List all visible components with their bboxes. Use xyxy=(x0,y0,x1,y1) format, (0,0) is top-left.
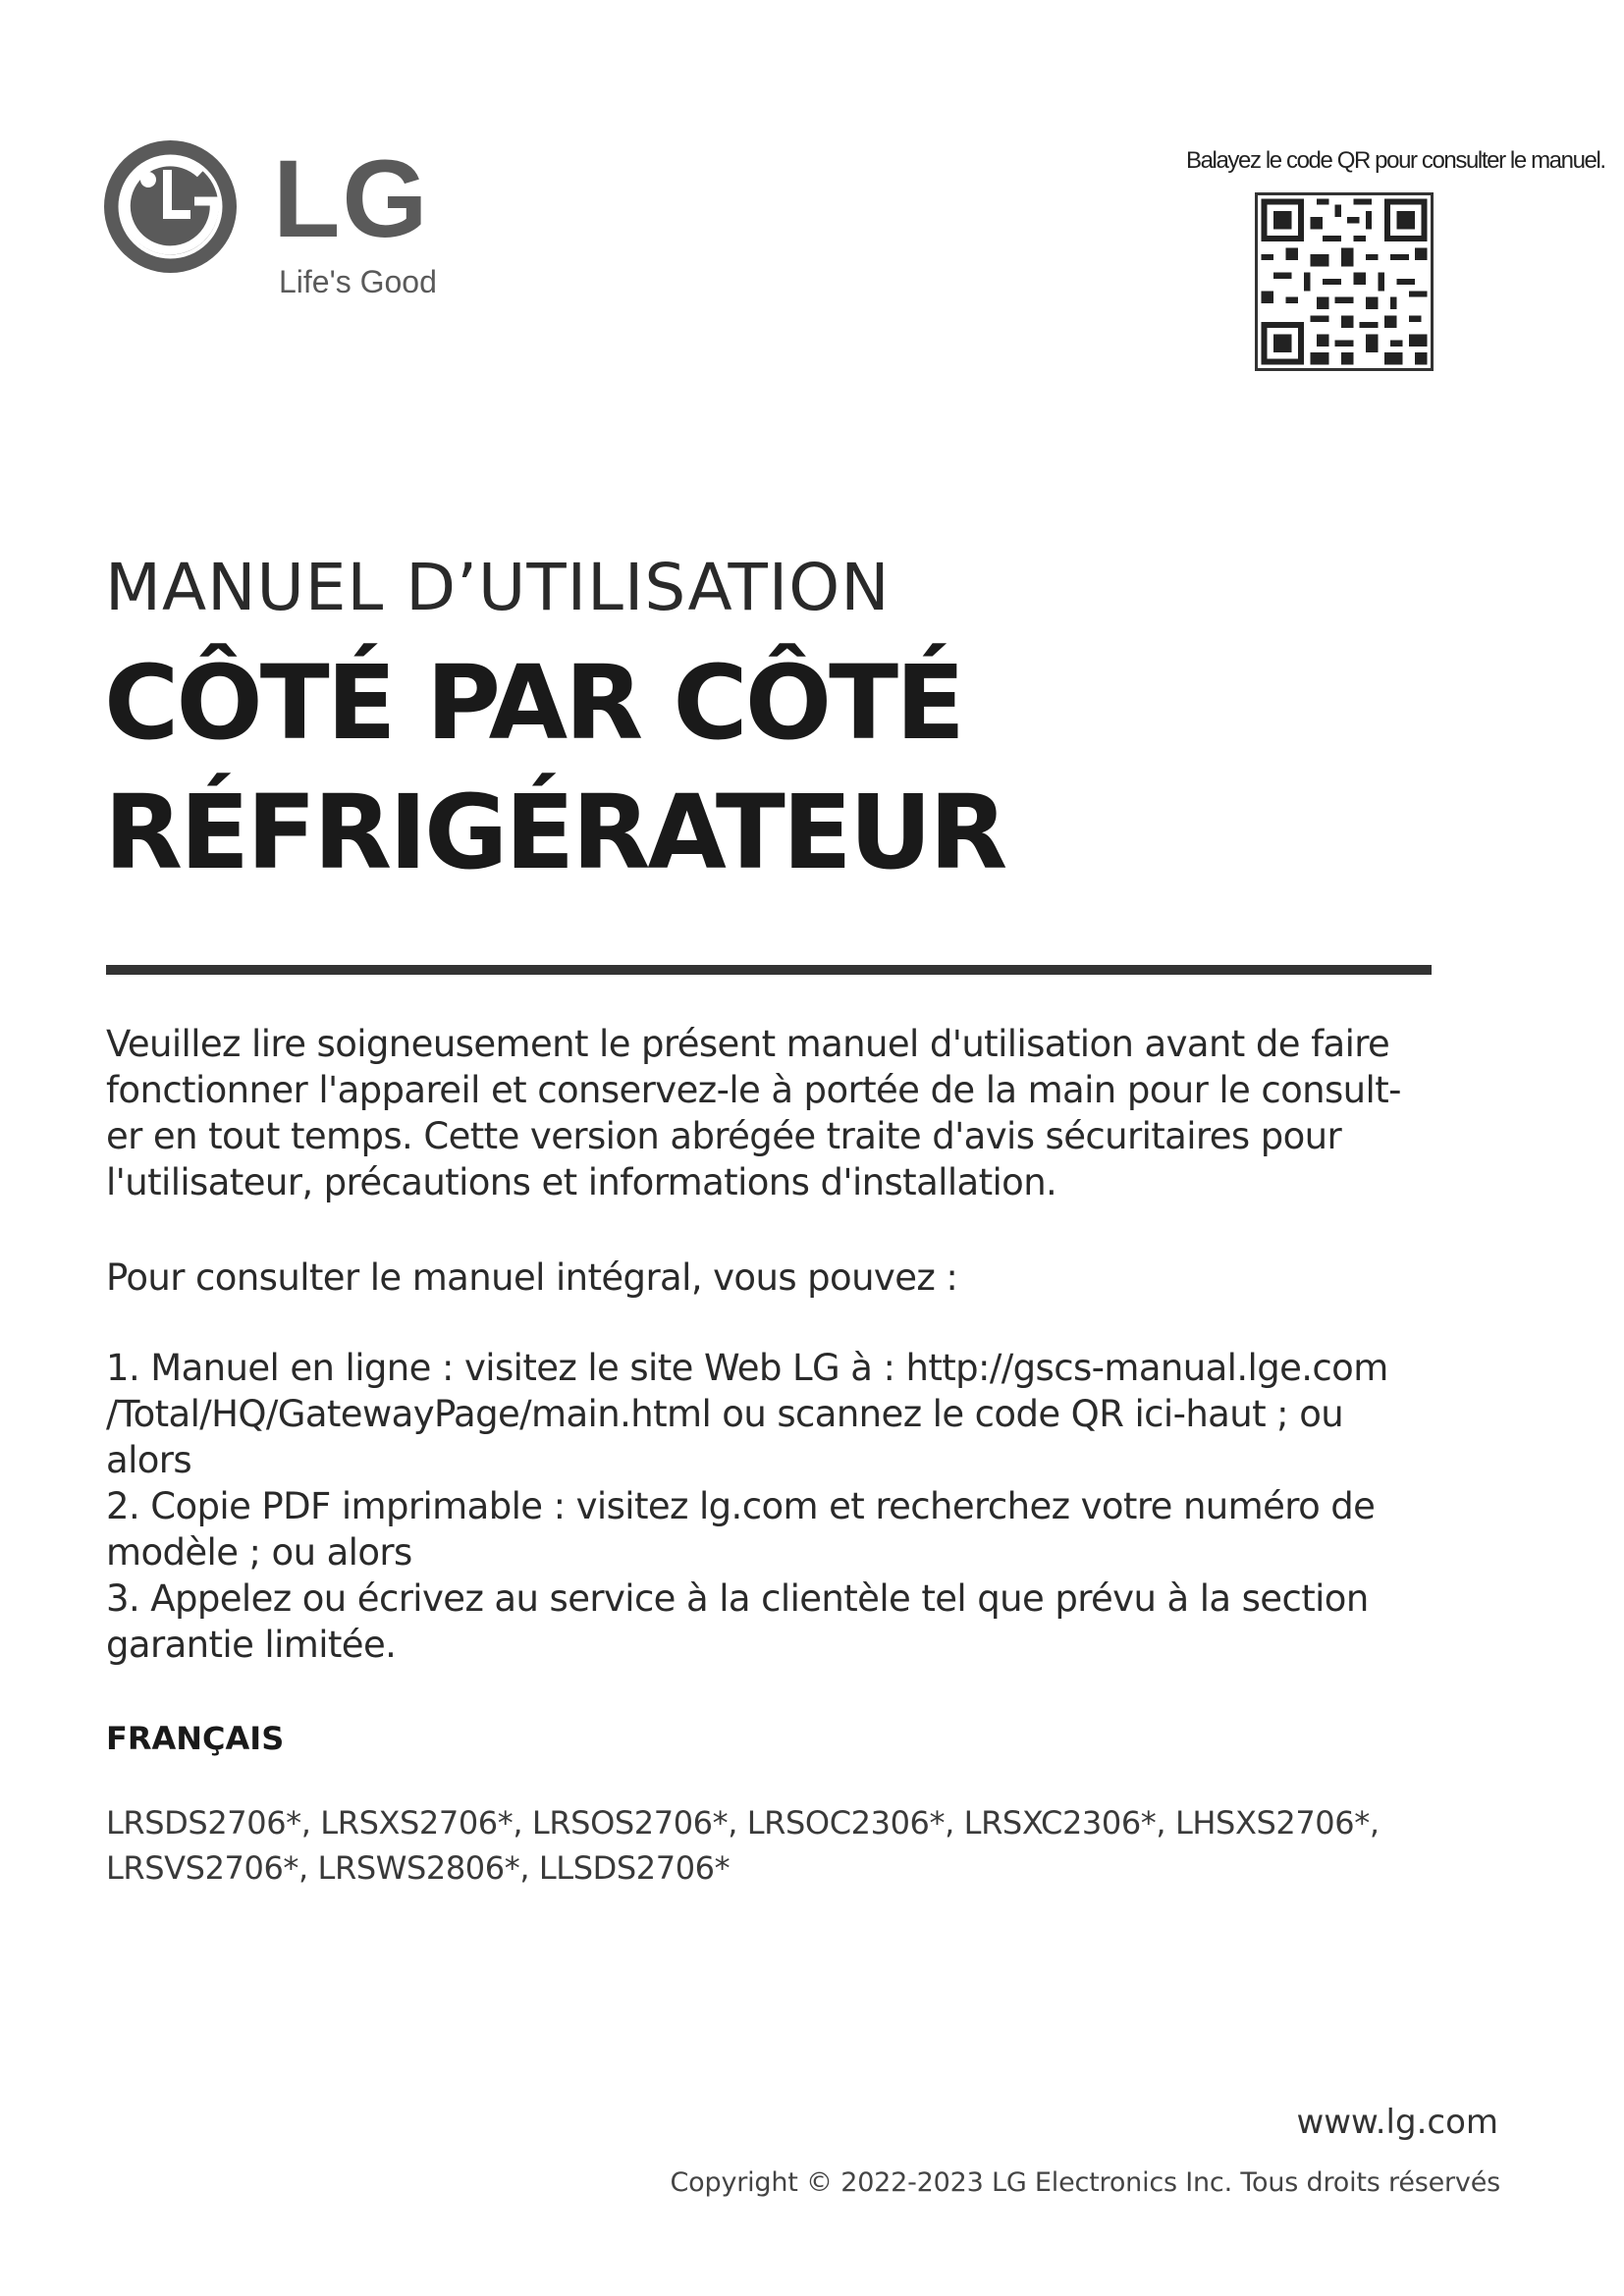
lg-tagline: Life's Good xyxy=(279,264,437,299)
language-label: FRANÇAIS xyxy=(106,1720,285,1757)
copyright-notice: Copyright © 2022-2023 LG Electronics Inc. Tous droits réservés xyxy=(670,2167,1500,2198)
consult-options-list xyxy=(106,1345,1451,1668)
lg-wordmark: LG xyxy=(273,137,430,260)
option-line: 3. Appelez ou écrivez au service à la clientèle tel que prévu à la section xyxy=(106,1577,1369,1620)
intro-line: fonctionner l'appareil et conservez-le à portée de la main pour le consult- xyxy=(106,1069,1401,1111)
lg-logo xyxy=(104,137,458,307)
page-title xyxy=(104,638,1004,897)
intro-line: Veuillez lire soigneusement le présent manuel d'utilisation avant de faire xyxy=(106,1023,1390,1065)
option-line: alors xyxy=(106,1439,192,1481)
option-customer-service xyxy=(106,1575,1451,1668)
intro-paragraph xyxy=(106,1021,1441,1205)
option-line: /Total/HQ/GatewayPage/main.html ou scannez le code QR ici-haut ; ou xyxy=(106,1393,1344,1435)
option-line: 2. Copie PDF imprimable : visitez lg.com et recherchez votre numéro de xyxy=(106,1485,1376,1527)
option-online-manual[interactable] xyxy=(106,1345,1451,1483)
website-link[interactable]: www.lg.com xyxy=(1296,2103,1498,2142)
consult-heading: Pour consulter le manuel intégral, vous pouvez : xyxy=(106,1256,958,1299)
option-pdf-copy[interactable] xyxy=(106,1483,1451,1575)
title-line-2: RÉFRIGÉRATEUR xyxy=(104,773,1005,892)
model-line: LRSVS2706*, LRSWS2806*, LLSDS2706* xyxy=(106,1849,731,1887)
title-line-1: CÔTÉ PAR CÔTÉ xyxy=(104,643,963,763)
intro-line: er en tout temps. Cette version abrégée traite d'avis sécuritaires pour xyxy=(106,1115,1342,1157)
model-line: LRSDS2706*, LRSXS2706*, LRSOS2706*, LRSOC2306*, LRSXC2306*, LHSXS2706*, xyxy=(106,1804,1380,1842)
intro-line: l'utilisateur, précautions et informations d'installation. xyxy=(106,1161,1057,1203)
option-line: garantie limitée. xyxy=(106,1624,397,1666)
option-line: modèle ; ou alors xyxy=(106,1531,412,1574)
model-numbers xyxy=(106,1800,1461,1891)
lg-face-logo-icon xyxy=(104,140,237,273)
qr-caption: Balayez le code QR pour consulter le manuel. xyxy=(1186,147,1605,174)
option-line: 1. Manuel en ligne : visitez le site Web LG à : http://gscs-manual.lge.com xyxy=(106,1347,1388,1389)
divider xyxy=(106,965,1432,975)
qr-code-icon[interactable] xyxy=(1255,192,1434,371)
document-type: MANUEL D’UTILISATION xyxy=(105,550,891,625)
